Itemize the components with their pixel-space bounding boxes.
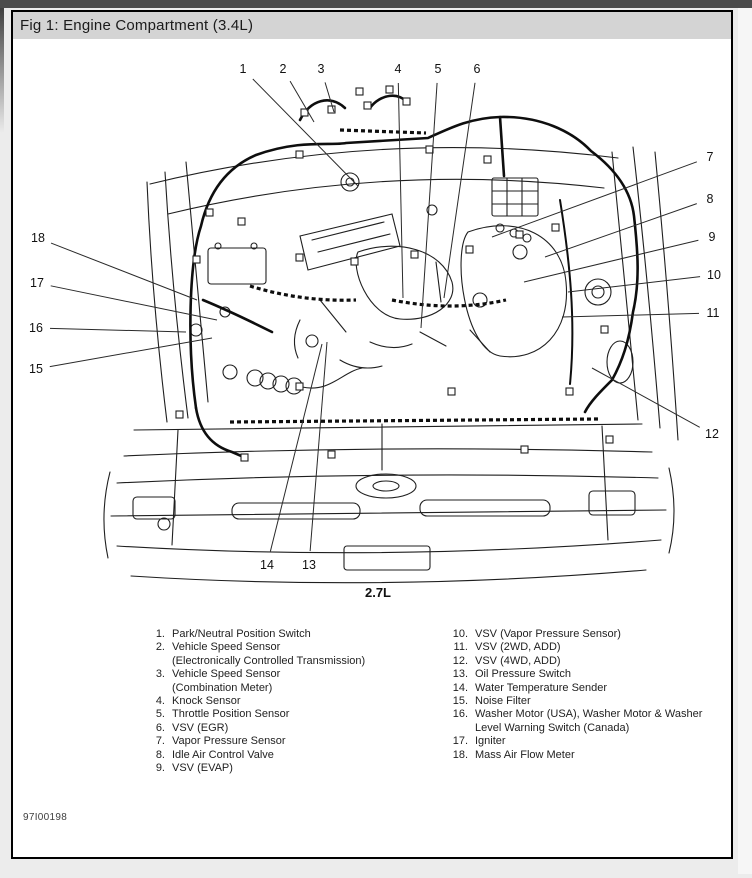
legend-item bbox=[438, 628, 728, 641]
callout-number-8: 8 bbox=[706, 192, 714, 206]
legend-item-label: Mass Air Flow Meter bbox=[475, 748, 575, 761]
callout-number-4: 4 bbox=[394, 62, 402, 76]
callout-number-10: 10 bbox=[707, 268, 721, 282]
leader-line-7 bbox=[492, 162, 697, 237]
leader-line-18 bbox=[51, 243, 197, 300]
legend-item-number: 17. bbox=[452, 735, 468, 748]
legend-item bbox=[438, 735, 728, 748]
callout-number-1: 1 bbox=[239, 62, 247, 76]
legend-item bbox=[145, 708, 415, 721]
legend-item-label: Igniter bbox=[475, 735, 506, 748]
callout-number-15: 15 bbox=[29, 362, 43, 376]
legend-item-number: 2. bbox=[155, 641, 165, 654]
callout-number-3: 3 bbox=[317, 62, 325, 76]
leader-line-15 bbox=[50, 338, 212, 367]
legend-item-number: 13. bbox=[452, 668, 468, 681]
leader-line-14 bbox=[270, 344, 322, 551]
legend-item-label: Park/Neutral Position Switch bbox=[172, 628, 311, 640]
legend-item-label: Vehicle Speed Sensor (Combination Meter) bbox=[172, 668, 281, 694]
legend-item-number: 12. bbox=[452, 654, 468, 667]
figure-title-bar bbox=[13, 12, 731, 39]
figure-title: Fig 1: Engine Compartment (3.4L) bbox=[20, 17, 254, 34]
legend-item bbox=[438, 641, 728, 654]
callout-number-17: 17 bbox=[30, 276, 44, 290]
legend-item bbox=[438, 668, 728, 681]
leader-line-6 bbox=[444, 83, 475, 298]
callout-number-7: 7 bbox=[706, 150, 714, 164]
legend-item-number: 16. bbox=[452, 708, 468, 721]
legend-item bbox=[438, 682, 728, 695]
legend-item-number: 1. bbox=[155, 628, 165, 640]
legend-item bbox=[438, 695, 728, 708]
legend-item-number: 5. bbox=[155, 708, 165, 721]
callout-number-12: 12 bbox=[705, 427, 719, 441]
legend-column-right bbox=[438, 628, 728, 762]
callout-number-5: 5 bbox=[434, 62, 442, 76]
legend-item bbox=[145, 762, 415, 775]
callout-number-11: 11 bbox=[706, 306, 720, 320]
callout-number-14: 14 bbox=[260, 558, 274, 572]
legend-item-label: Water Temperature Sender bbox=[475, 681, 608, 694]
legend-item-number: 8. bbox=[155, 748, 165, 761]
legend-item-label: Oil Pressure Switch bbox=[475, 668, 571, 681]
leader-line-11 bbox=[562, 313, 699, 317]
legend-item bbox=[145, 628, 415, 641]
leader-line-12 bbox=[592, 368, 700, 427]
legend-item bbox=[438, 655, 728, 668]
engine-components bbox=[158, 173, 633, 530]
legend-item-label: VSV (Vapor Pressure Sensor) bbox=[475, 628, 621, 640]
legend-item bbox=[145, 695, 415, 708]
legend-item-label: Washer Motor (USA), Washer Motor & Washer Level Warning Switch (Canada) bbox=[475, 708, 703, 734]
legend-item-label: Vehicle Speed Sensor (Electronically Controlled Transmission) bbox=[172, 641, 366, 667]
callout-number-6: 6 bbox=[473, 62, 481, 76]
legend-item-number: 14. bbox=[452, 681, 468, 694]
window-top-bar bbox=[0, 0, 752, 8]
legend-item-number: 3. bbox=[155, 668, 165, 681]
legend-item-label: VSV (EVAP) bbox=[172, 762, 233, 775]
vehicle-body-outline bbox=[104, 147, 678, 583]
legend-item-number: 15. bbox=[452, 695, 468, 708]
window-left-edge bbox=[0, 8, 4, 133]
legend-item bbox=[438, 708, 728, 735]
legend-item bbox=[145, 641, 415, 668]
legend-item-number: 9. bbox=[155, 762, 165, 775]
leader-line-9 bbox=[524, 240, 698, 282]
legend-item-number: 18. bbox=[452, 748, 468, 761]
legend-column-left bbox=[145, 628, 415, 775]
legend-item-label: Knock Sensor bbox=[172, 695, 241, 708]
callout-number-16: 16 bbox=[29, 321, 43, 335]
leader-line-16 bbox=[50, 328, 186, 332]
leader-line-4 bbox=[398, 83, 403, 298]
wiring-harness bbox=[190, 96, 637, 458]
legend-item-number: 11. bbox=[453, 641, 468, 654]
legend-item bbox=[145, 735, 415, 748]
callout-number-9: 9 bbox=[708, 230, 716, 244]
legend-item-number: 10. bbox=[452, 628, 468, 640]
legend-item-label: Vapor Pressure Sensor bbox=[172, 735, 286, 748]
leader-line-13 bbox=[310, 342, 327, 551]
legend-item-label: VSV (EGR) bbox=[172, 721, 229, 734]
page-right-margin bbox=[738, 8, 752, 874]
callout-number-13: 13 bbox=[302, 558, 316, 572]
beaded-harness-runs bbox=[230, 130, 598, 422]
legend-item-label: Noise Filter bbox=[475, 695, 531, 708]
callout-number-18: 18 bbox=[31, 231, 45, 245]
legend-item-label: VSV (2WD, ADD) bbox=[475, 641, 561, 654]
legend-item-number: 6. bbox=[155, 721, 165, 734]
legend-item bbox=[145, 668, 415, 695]
legend-item-number: 7. bbox=[155, 735, 165, 748]
legend-item bbox=[145, 749, 415, 762]
legend-item-label: Idle Air Control Valve bbox=[172, 748, 274, 761]
leader-line-1 bbox=[253, 79, 358, 186]
callout-numbers bbox=[29, 62, 721, 572]
engine-size-label: 2.7L bbox=[364, 585, 392, 600]
figure-frame bbox=[11, 10, 733, 859]
legend-item-number: 4. bbox=[155, 695, 165, 708]
legend-item-label: VSV (4WD, ADD) bbox=[475, 654, 561, 667]
callout-number-2: 2 bbox=[279, 62, 287, 76]
legend-item-label: Throttle Position Sensor bbox=[172, 708, 290, 721]
engine-compartment-diagram bbox=[13, 39, 731, 624]
legend-item bbox=[438, 749, 728, 762]
document-id: 97I00198 bbox=[23, 812, 68, 823]
legend-item bbox=[145, 722, 415, 735]
harness-connectors bbox=[176, 86, 613, 461]
